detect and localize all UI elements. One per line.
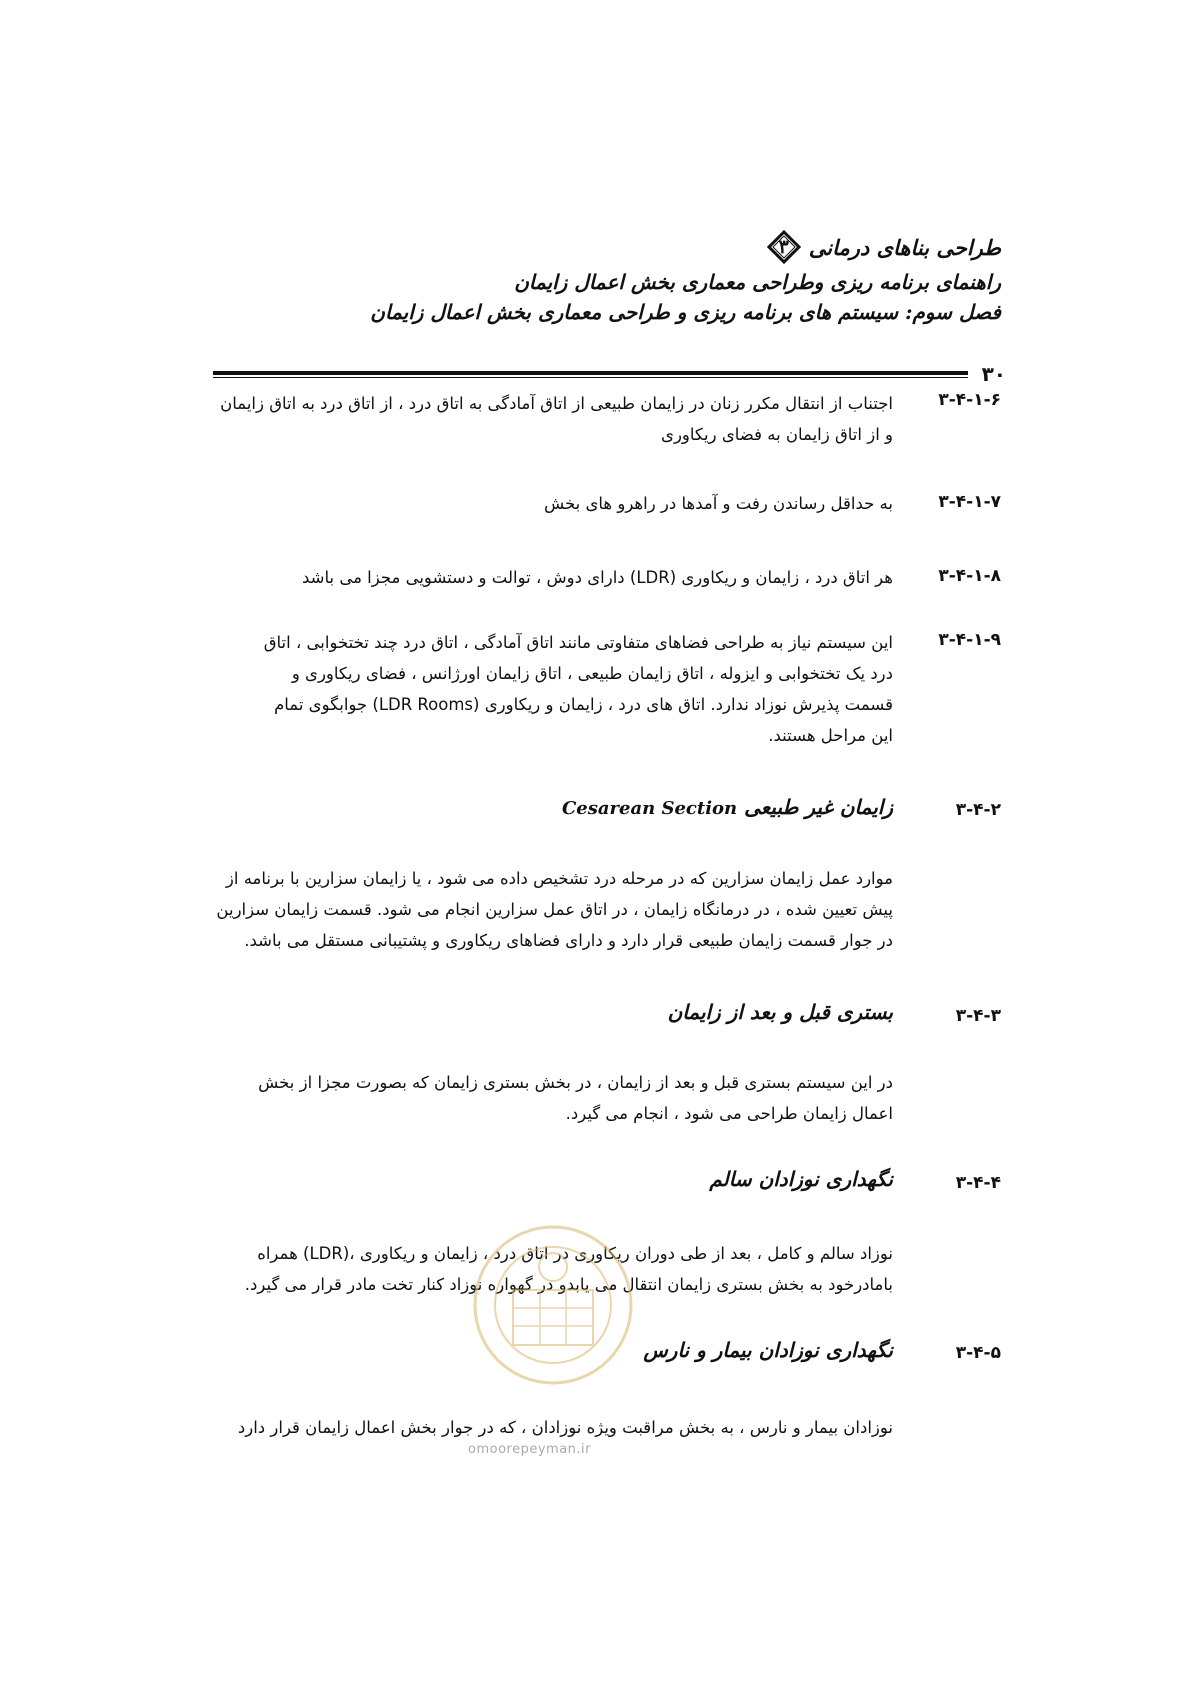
section-title: زایمان غیر طبیعی [744, 795, 893, 819]
section-title: نگهداری نوزادان بیمار و نارس [643, 1338, 893, 1362]
item-text [193, 488, 893, 519]
item-number: ۳-۴-۱-۶ [938, 390, 1001, 410]
watermark-text: omoorepeyman.ir [468, 1442, 591, 1457]
series-title: طراحی بناهای درمانی [808, 234, 1001, 260]
item-text [193, 388, 893, 450]
item-text [193, 562, 893, 593]
text-line: نوزادان بیمار و نارس ، به بخش مراقبت ویژه نوزادان ، که در جوار بخش اعمال زایمان قرار دارد [237, 1418, 893, 1437]
text-line: بامادرخود به بخش بستری زایمان انتقال می یابدو در گهواره نوزاد کنار تخت مادر قرار می گیرد. [244, 1275, 893, 1294]
text-line: این مراحل هستند. [768, 726, 893, 745]
volume-number: ۳ [778, 236, 789, 258]
text-line: اعمال زایمان طراحی می شود ، انجام می گیرد. [565, 1104, 893, 1123]
section-text [123, 863, 893, 956]
item-number: ۳-۴-۱-۷ [938, 492, 1001, 512]
section-heading [668, 1000, 893, 1024]
text-line: به حداقل رساندن رفت و آمدها در راهرو های بخش [543, 494, 893, 513]
item-number: ۳-۴-۱-۹ [938, 630, 1001, 650]
section-title-english: Cesarean Section [561, 798, 738, 819]
text-line: درد یک تختخوابی و ایزوله ، اتاق زایمان طبیعی ، اتاق زایمان اورژانس ، فضای ریکاوری و [291, 664, 893, 683]
item-number: ۳-۴-۱-۸ [938, 566, 1001, 586]
section-number: ۳-۴-۵ [955, 1343, 1001, 1363]
section-text [123, 1067, 893, 1129]
text-line: قسمت پذیرش نوزاد ندارد. اتاق های درد ، زایمان و ریکاوری (LDR Rooms) جوابگوی تمام [274, 695, 893, 714]
text-line: موارد عمل زایمان سزارین که در مرحله درد تشخیص داده می شود ، یا زایمان سزارین با برنامه از [225, 869, 893, 888]
text-line: اجتناب از انتقال مکرر زنان در زایمان طبیعی از اتاق آمادگی به اتاق درد ، از اتاق درد به اتاق زایمان [220, 394, 893, 413]
page-header [201, 230, 1001, 324]
item-text [193, 627, 893, 751]
section-heading [562, 795, 893, 819]
text-line: پیش تعیین شده ، در درمانگاه زایمان ، در اتاق عمل سزارین انجام می شود. قسمت زایمان سزارین [216, 900, 893, 919]
publisher-stamp-icon [468, 1205, 638, 1425]
section-heading [643, 1338, 893, 1362]
section-title: نگهداری نوزادان سالم [709, 1167, 893, 1191]
text-line: نوزاد سالم و کامل ، بعد از طی دوران ریکاوری در اتاق درد ، زایمان و ریکاوری ،(LDR) همراه [257, 1244, 893, 1263]
guide-title: راهنمای برنامه ریزی وطراحی معماری بخش اعمال زایمان [514, 270, 1001, 294]
text-line: در این سیستم بستری قبل و بعد از زایمان ، در بخش بستری زایمان که بصورت مجزا از بخش [258, 1073, 893, 1092]
text-line: هر اتاق درد ، زایمان و ریکاوری (LDR) دارای دوش ، توالت و دستشویی مجزا می باشد [301, 568, 893, 587]
page-number: ۳۰ [981, 362, 1006, 386]
text-line: این سیستم نیاز به طراحی فضاهای متفاوتی مانند اتاق آمادگی ، اتاق درد چند تختخوابی ، اتاق [263, 633, 893, 652]
chapter-title: فصل سوم: سیستم های برنامه ریزی و طراحی معماری بخش اعمال زایمان [370, 300, 1001, 324]
header-rule-row [196, 362, 1006, 386]
series-title-row [201, 230, 1001, 264]
section-number: ۳-۴-۲ [955, 800, 1001, 820]
volume-badge [767, 230, 801, 264]
section-number: ۳-۴-۳ [955, 1006, 1001, 1026]
section-number: ۳-۴-۴ [955, 1173, 1001, 1193]
text-line: و از اتاق زایمان به فضای ریکاوری [661, 425, 893, 444]
section-title: بستری قبل و بعد از زایمان [667, 1000, 893, 1024]
header-divider [213, 371, 968, 378]
section-heading [709, 1167, 893, 1191]
text-line: در جوار قسمت زایمان طبیعی قرار دارد و دارای فضاهای ریکاوری و پشتیبانی مستقل می باشد. [244, 931, 893, 950]
